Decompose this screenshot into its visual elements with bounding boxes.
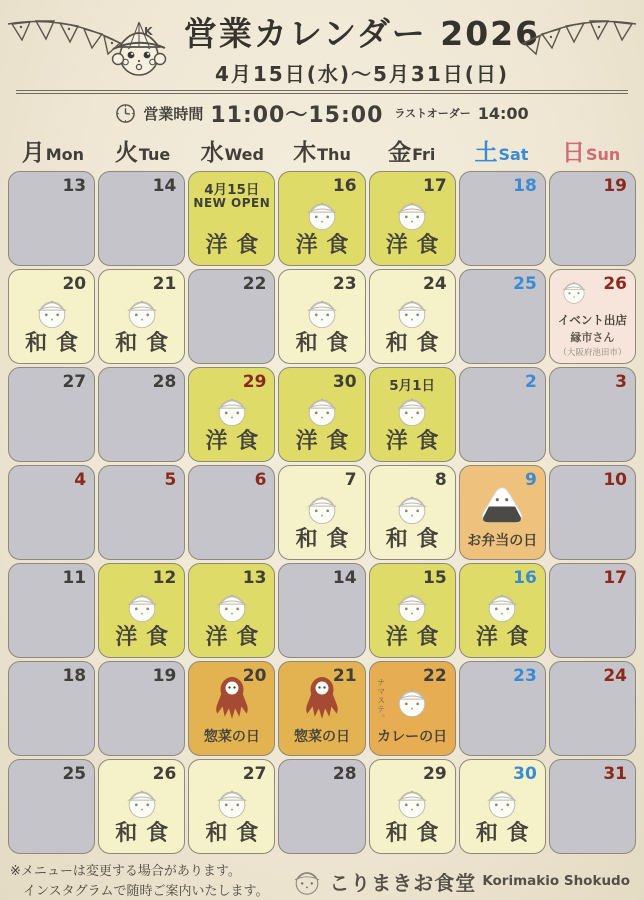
cell-label: 和食 bbox=[115, 331, 177, 356]
day-number: 21 bbox=[332, 666, 357, 686]
cell-label: お弁当の日 bbox=[467, 533, 538, 549]
weekday-en: Sat bbox=[498, 145, 529, 164]
day-number: 19 bbox=[603, 176, 627, 196]
day-number: 28 bbox=[332, 764, 357, 784]
event-info bbox=[550, 312, 635, 358]
cell-label: 和食 bbox=[205, 821, 268, 846]
event-line-3: （大阪府池田市） bbox=[558, 348, 627, 358]
day-number: 13 bbox=[242, 568, 267, 588]
weekday-kanji: 水 bbox=[200, 140, 224, 166]
weekday-en: Sun bbox=[585, 145, 621, 164]
weekday-kanji: 日 bbox=[561, 140, 585, 166]
day-number: 18 bbox=[513, 176, 537, 196]
day-number: 5 bbox=[164, 470, 177, 490]
header bbox=[0, 0, 644, 86]
day-number: 30 bbox=[513, 764, 537, 784]
new-open-label: NEW OPEN bbox=[193, 196, 271, 210]
calendar-cell bbox=[278, 269, 365, 364]
calendar-cell bbox=[98, 661, 185, 756]
calendar-cell bbox=[8, 759, 95, 854]
weekday-en: Thu bbox=[317, 145, 351, 164]
weekday-header-row bbox=[8, 134, 636, 167]
day-number: 6 bbox=[254, 470, 267, 490]
day-number: 25 bbox=[62, 764, 87, 784]
weekday-kanji: 金 bbox=[388, 140, 412, 166]
calendar-cell bbox=[8, 661, 95, 756]
calendar-cell bbox=[8, 171, 95, 266]
handwritten-note: ナマステ。 bbox=[376, 678, 386, 723]
calendar-cell bbox=[188, 269, 275, 364]
calendar-cell bbox=[188, 661, 275, 756]
calendar-cell bbox=[8, 563, 95, 658]
calendar-cell bbox=[549, 171, 636, 266]
last-order-value: 14:00 bbox=[477, 103, 529, 123]
calendar-cell bbox=[98, 367, 185, 462]
bunting-flags-right-icon bbox=[520, 14, 638, 66]
cell-label: 洋食 bbox=[205, 233, 268, 258]
day-number: 29 bbox=[423, 764, 447, 784]
day-number: 14 bbox=[332, 568, 357, 588]
weekday-header-tue bbox=[98, 134, 188, 167]
shop-logo bbox=[291, 865, 630, 900]
calendar-grid bbox=[8, 171, 636, 854]
day-number: 27 bbox=[242, 764, 267, 784]
day-number: 9 bbox=[525, 470, 537, 490]
logo-name-jp: こりまきお食堂 bbox=[329, 870, 477, 895]
day-number: 24 bbox=[423, 274, 447, 294]
cell-label: 洋食 bbox=[205, 429, 268, 454]
calendar-cell bbox=[278, 759, 365, 854]
note-line-1: ※メニューは変更する場合があります。 bbox=[10, 864, 241, 879]
cell-label: 和食 bbox=[475, 821, 538, 846]
day-number: 4 bbox=[74, 470, 87, 490]
calendar-cell bbox=[549, 759, 636, 854]
calendar-cell bbox=[549, 661, 636, 756]
logo-name-en: Korimakio Shokudo bbox=[482, 873, 630, 889]
cell-label: 洋食 bbox=[295, 429, 358, 454]
calendar-cell bbox=[98, 269, 185, 364]
last-order-label: ラストオーダー bbox=[394, 107, 471, 120]
day-number: 13 bbox=[62, 176, 87, 196]
weekday-header-thu bbox=[277, 134, 367, 167]
octopus-icon bbox=[211, 676, 253, 722]
calendar-cell bbox=[278, 563, 365, 658]
calendar-cell bbox=[98, 171, 185, 266]
day-number: 21 bbox=[152, 274, 177, 294]
weekday-en: Mon bbox=[45, 145, 84, 164]
cell-label: 和食 bbox=[385, 527, 448, 552]
clock-icon bbox=[115, 103, 136, 124]
day-number: 24 bbox=[603, 666, 627, 686]
octopus-icon bbox=[301, 676, 343, 722]
date-label: 5月1日 bbox=[389, 378, 436, 394]
weekday-en: Fri bbox=[412, 145, 436, 164]
calendar-cell bbox=[549, 465, 636, 560]
calendar-cell bbox=[8, 367, 95, 462]
calendar-cell bbox=[188, 759, 275, 854]
weekday-header-wed bbox=[187, 134, 277, 167]
calendar-cell bbox=[278, 367, 365, 462]
calendar-cell bbox=[8, 465, 95, 560]
day-number: 23 bbox=[332, 274, 357, 294]
weekday-kanji: 土 bbox=[474, 140, 498, 166]
day-number: 31 bbox=[603, 764, 627, 784]
day-number: 7 bbox=[344, 470, 357, 490]
date-label: 4月15日 bbox=[204, 182, 260, 198]
mascot-face-icon bbox=[393, 682, 431, 720]
weekday-header-sat bbox=[457, 134, 547, 167]
day-number: 26 bbox=[152, 764, 177, 784]
calendar-cell bbox=[369, 661, 456, 756]
calendar-cell bbox=[278, 465, 365, 560]
cell-label: カレーの日 bbox=[377, 729, 448, 745]
cell-label: 洋食 bbox=[385, 429, 448, 454]
mascot-face-icon bbox=[559, 276, 589, 306]
day-number: 10 bbox=[603, 470, 627, 490]
day-number: 3 bbox=[615, 372, 627, 392]
business-hours bbox=[0, 100, 644, 126]
weekday-kanji: 火 bbox=[114, 140, 138, 166]
day-number: 16 bbox=[332, 176, 357, 196]
day-number: 17 bbox=[603, 568, 627, 588]
calendar-cell bbox=[549, 269, 636, 364]
header-divider bbox=[16, 90, 628, 94]
calendar-cell bbox=[459, 759, 546, 854]
day-number: 26 bbox=[603, 274, 627, 294]
cell-label: 和食 bbox=[385, 331, 448, 356]
cell-label: 洋食 bbox=[385, 625, 448, 650]
weekday-header-fri bbox=[367, 134, 457, 167]
svg-text:K: K bbox=[143, 24, 153, 38]
day-number: 22 bbox=[242, 274, 267, 294]
calendar-cell bbox=[98, 759, 185, 854]
event-line-2: 縁市さん bbox=[570, 331, 615, 344]
day-number: 16 bbox=[513, 568, 537, 588]
cell-label: 惣菜の日 bbox=[203, 729, 260, 745]
calendar-cell bbox=[459, 563, 546, 658]
day-number: 27 bbox=[62, 372, 87, 392]
cell-label: 洋食 bbox=[475, 625, 538, 650]
weekday-kanji: 木 bbox=[293, 140, 317, 166]
day-number: 18 bbox=[62, 666, 87, 686]
day-number: 28 bbox=[152, 372, 177, 392]
calendar-cell bbox=[188, 367, 275, 462]
calendar-cell bbox=[459, 269, 546, 364]
day-number: 12 bbox=[152, 568, 177, 588]
calendar-cell bbox=[549, 563, 636, 658]
calendar-cell bbox=[278, 661, 365, 756]
page-title: 営業カレンダー 2026 bbox=[183, 14, 541, 53]
calendar-cell bbox=[369, 269, 456, 364]
footer-notes bbox=[10, 862, 268, 900]
cell-label: 和食 bbox=[295, 527, 358, 552]
cell-label: 洋食 bbox=[115, 625, 177, 650]
calendar-cell bbox=[369, 171, 456, 266]
day-number: 30 bbox=[332, 372, 357, 392]
cell-label: 和食 bbox=[385, 821, 448, 846]
note-line-2: インスタグラムで随時ご案内いたします。 bbox=[23, 883, 269, 899]
weekday-en: Tue bbox=[138, 145, 171, 164]
day-number: 22 bbox=[423, 666, 447, 686]
calendar-cell bbox=[549, 367, 636, 462]
calendar-cell bbox=[188, 465, 275, 560]
calendar-cell bbox=[459, 367, 546, 462]
footer bbox=[0, 854, 644, 900]
day-number: 17 bbox=[423, 176, 447, 196]
bunting-flags-left-icon bbox=[6, 14, 124, 66]
calendar-cell bbox=[8, 269, 95, 364]
calendar-cell bbox=[98, 563, 185, 658]
cell-label: 和食 bbox=[25, 331, 87, 356]
day-number: 20 bbox=[62, 274, 87, 294]
logo-mascot-icon bbox=[291, 865, 323, 897]
cell-label: 洋食 bbox=[295, 233, 358, 258]
day-number: 29 bbox=[242, 372, 267, 392]
cell-label: 和食 bbox=[295, 331, 358, 356]
weekday-kanji: 月 bbox=[21, 140, 45, 166]
calendar-cell bbox=[369, 759, 456, 854]
calendar-cell bbox=[459, 661, 546, 756]
cell-label: 洋食 bbox=[205, 625, 268, 650]
onigiri-icon bbox=[479, 484, 525, 528]
day-number: 8 bbox=[434, 470, 447, 490]
hours-label: 営業時間 bbox=[143, 104, 204, 123]
hours-value: 11:00〜15:00 bbox=[210, 102, 384, 128]
day-number: 14 bbox=[152, 176, 177, 196]
calendar-cell bbox=[188, 171, 275, 266]
day-number: 25 bbox=[513, 274, 537, 294]
day-number: 15 bbox=[423, 568, 447, 588]
weekday-header-sun bbox=[546, 134, 636, 167]
day-number: 2 bbox=[525, 372, 537, 392]
calendar-cell bbox=[459, 171, 546, 266]
calendar-cell bbox=[369, 563, 456, 658]
day-number: 20 bbox=[242, 666, 267, 686]
weekday-header-mon bbox=[8, 134, 98, 167]
day-number: 23 bbox=[513, 666, 537, 686]
cell-label: 洋食 bbox=[385, 233, 448, 258]
calendar-cell bbox=[369, 465, 456, 560]
calendar-cell bbox=[98, 465, 185, 560]
calendar-cell bbox=[188, 563, 275, 658]
calendar-cell bbox=[459, 465, 546, 560]
cell-label: 惣菜の日 bbox=[293, 729, 350, 745]
calendar-cell bbox=[369, 367, 456, 462]
date-range: 4月15日(水)〜5月31日(日) bbox=[214, 62, 510, 86]
day-number: 19 bbox=[152, 666, 177, 686]
cell-label: 和食 bbox=[115, 821, 177, 846]
event-line-1: イベント出店 bbox=[557, 313, 627, 327]
day-number: 11 bbox=[62, 568, 87, 588]
calendar-cell bbox=[278, 171, 365, 266]
weekday-en: Wed bbox=[224, 145, 264, 164]
